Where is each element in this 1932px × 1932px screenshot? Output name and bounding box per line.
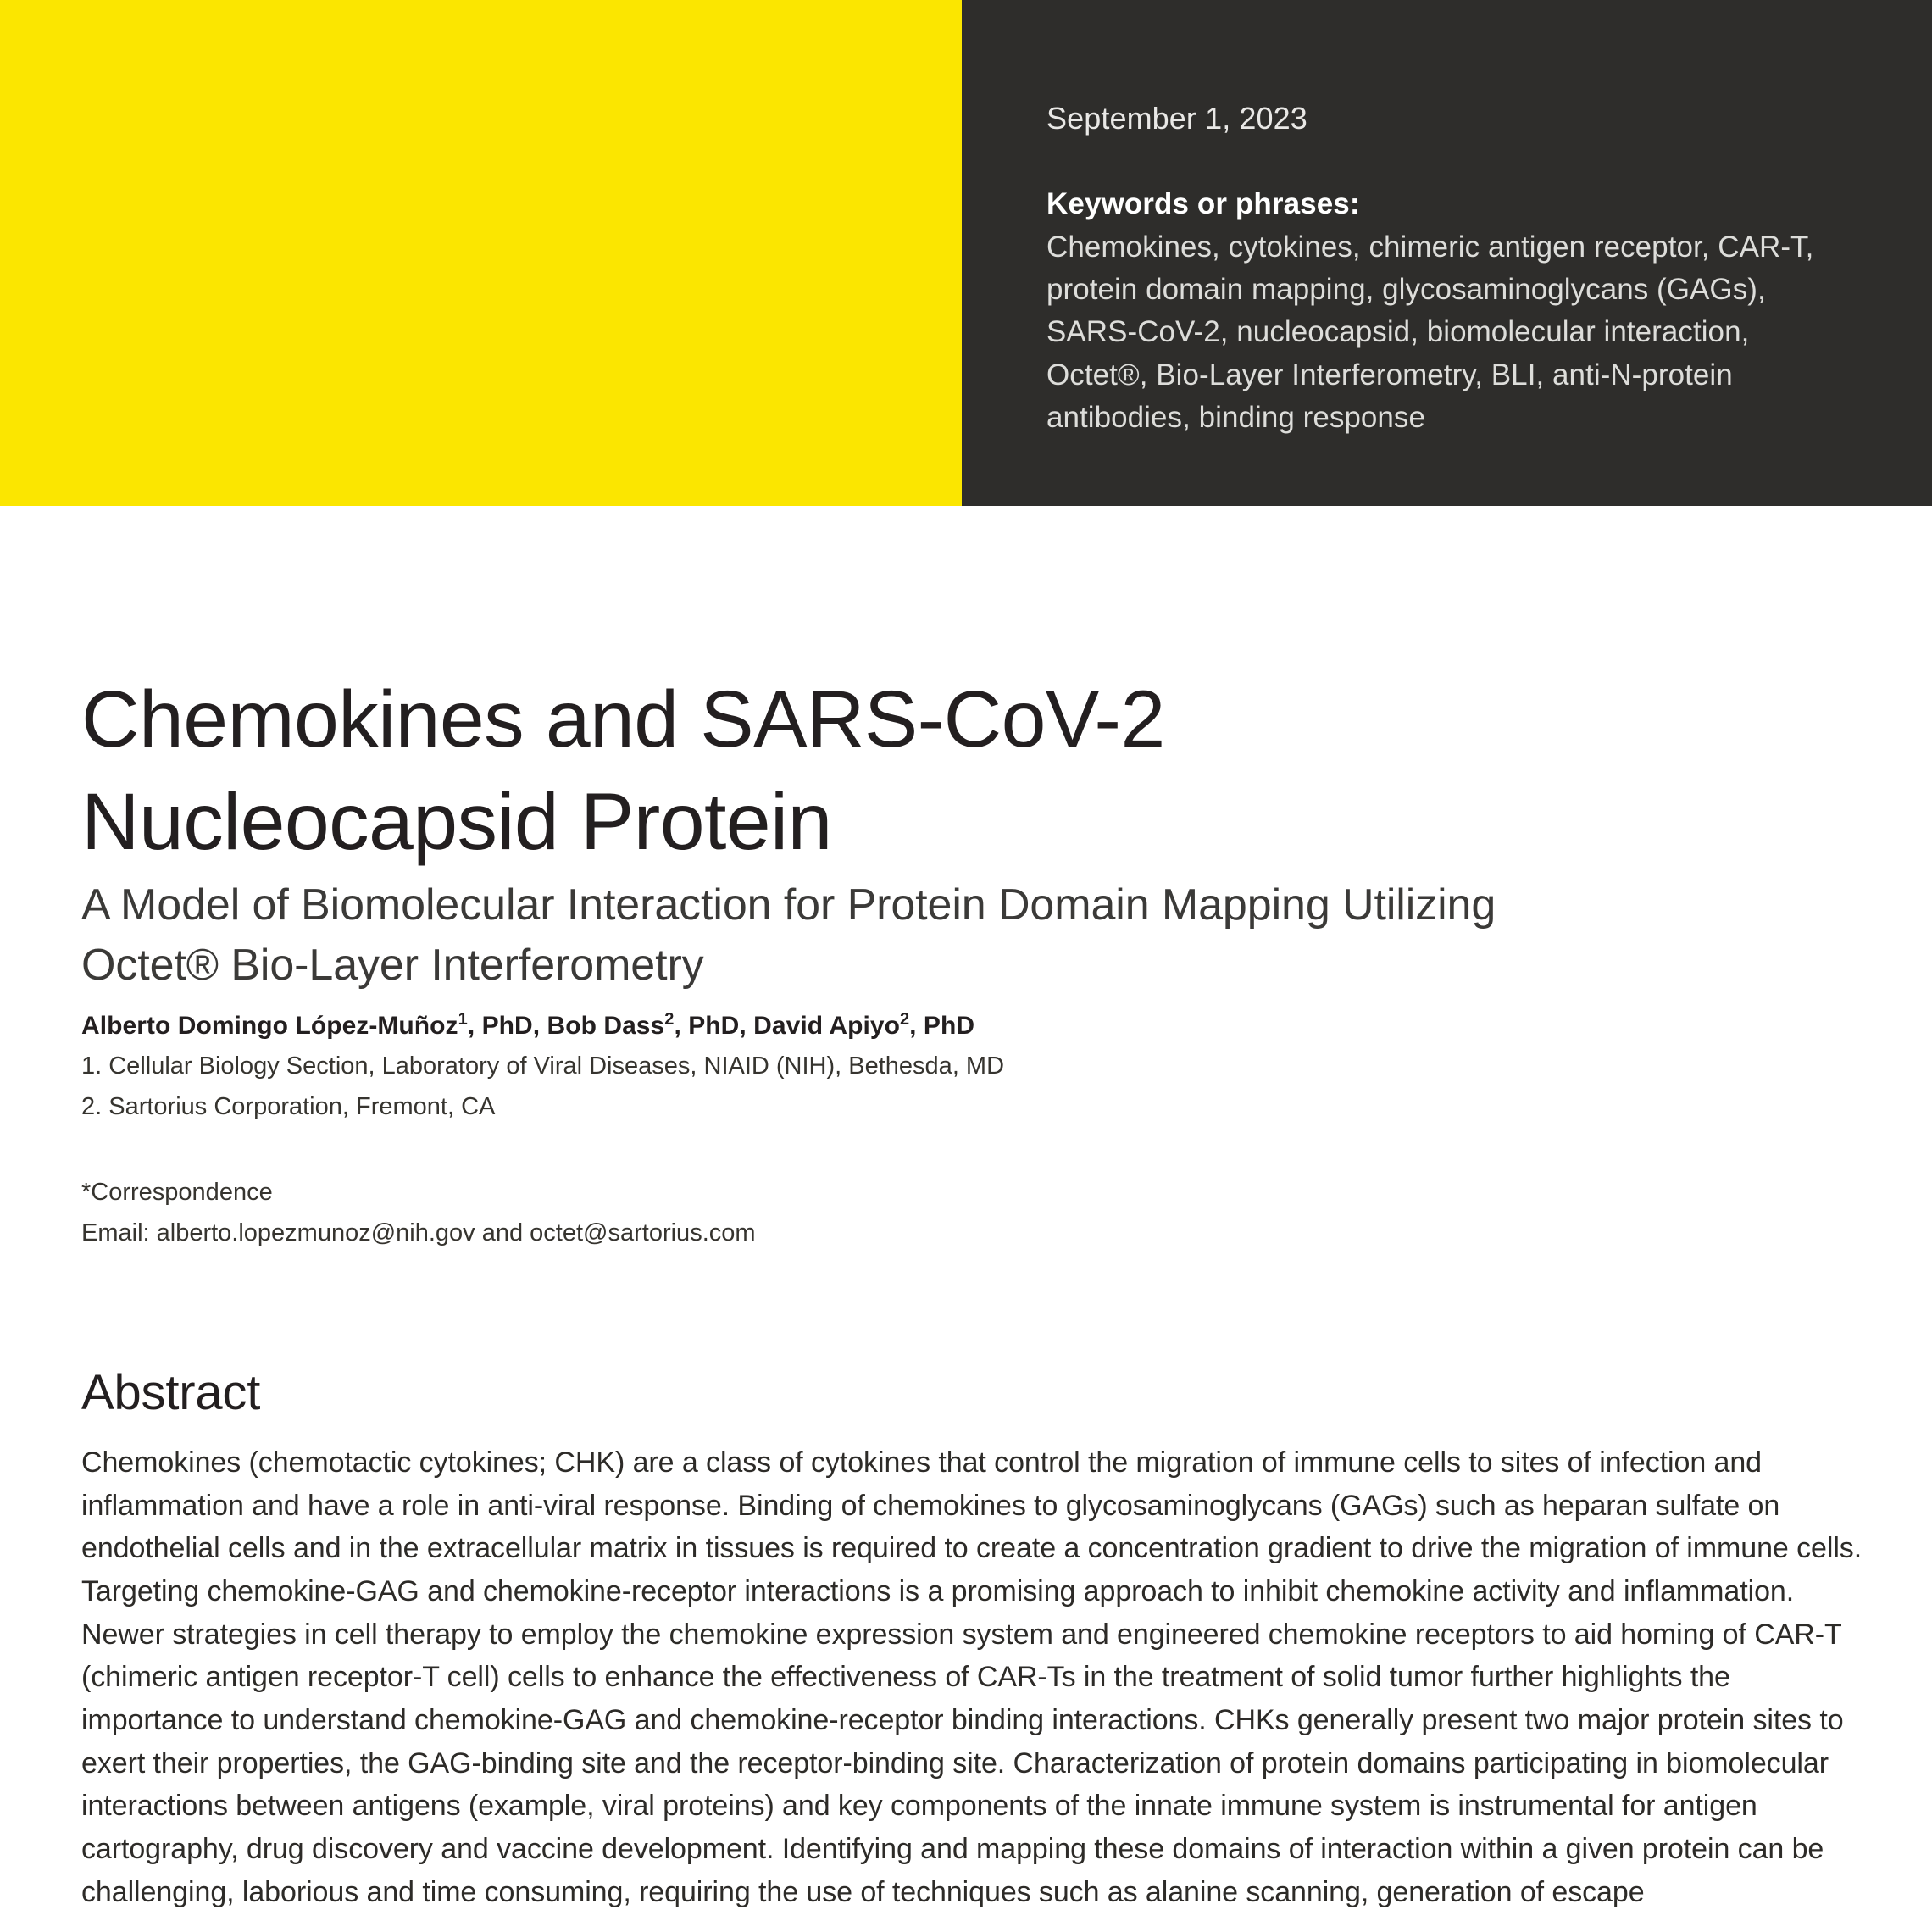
header-band (0, 0, 1932, 506)
correspondence-email[interactable]: Email: alberto.lopezmunoz@nih.gov and octet@sartorius.com (81, 1219, 756, 1246)
keywords-list: Chemokines, cytokines, chimeric antigen receptor, CAR-T, protein domain mapping, glycosaminoglycans (GAGs), SARS-CoV-2, nucleocapsid, biomolecular interaction, Octet®, Bio-Layer Interferometry, BLI, anti-N-protein antibodies, binding response (1046, 230, 1814, 435)
header-dark-block (962, 0, 1932, 506)
abstract-heading: Abstract (81, 1365, 261, 1420)
page-title: Chemokines and SARS-CoV-2 Nucleocapsid Protein (81, 674, 1165, 868)
abstract-text: Chemokines (chemotactic cytokines; CHK) are a class of cytokines that control the migration of immune cells to sites of infection and inflammation and have a role in anti-viral response. Binding of chemokines to glycosaminoglycans (GAGs) such as heparan sulfate on endothelial cells and in the extracellular matrix in tissues is required to create a concentration gradient to drive the migration of immune cells. Targeting chemokine-GAG and chemokine-receptor interactions is a promising approach to inhibit chemokine activity and inflammation. Newer strategies in cell therapy to employ the chemokine expression system and engineered chemokine receptors to aid homing of CAR-T (chimeric antigen receptor-T cell) cells to enhance the effectiveness of CAR-Ts in the treatment of solid tumor further highlights the importance to understand chemokine-GAG and chemokine-receptor binding interactions. CHKs generally present two major protein sites to exert their properties, the GAG-binding site and the receptor-binding site. Characterization of protein domains participating in biomolecular interactions between antigens (example, viral proteins) and key components of the innate immune system is instrumental for antigen cartography, drug discovery and vaccine development. Identifying and mapping these domains of interaction within a given protein can be challenging, laborious and time consuming, requiring the use of techniques such as alanine scanning, generation of escape (81, 1446, 1863, 1908)
keywords-block (1046, 185, 1843, 440)
correspondence-label: *Correspondence (81, 1179, 273, 1206)
publication-date: September 1, 2023 (1046, 101, 1307, 136)
authors-list: Alberto Domingo López-Muñoz$^1$, PhD, Bob Dass$^2$, PhD, David Apiyo$^2$, PhD (81, 1010, 975, 1040)
affiliation-1: 1. Cellular Biology Section, Laboratory of Viral Diseases, NIAID (NIH), Bethesda, MD (81, 1052, 1005, 1080)
header-yellow-block (0, 0, 962, 506)
page-subtitle: A Model of Biomolecular Interaction for Protein Domain Mapping Utilizing Octet® Bio-Layer Interferometry (81, 880, 1496, 990)
keywords-label: Keywords or phrases: (1046, 187, 1360, 220)
affiliation-2: 2. Sartorius Corporation, Fremont, CA (81, 1093, 496, 1120)
